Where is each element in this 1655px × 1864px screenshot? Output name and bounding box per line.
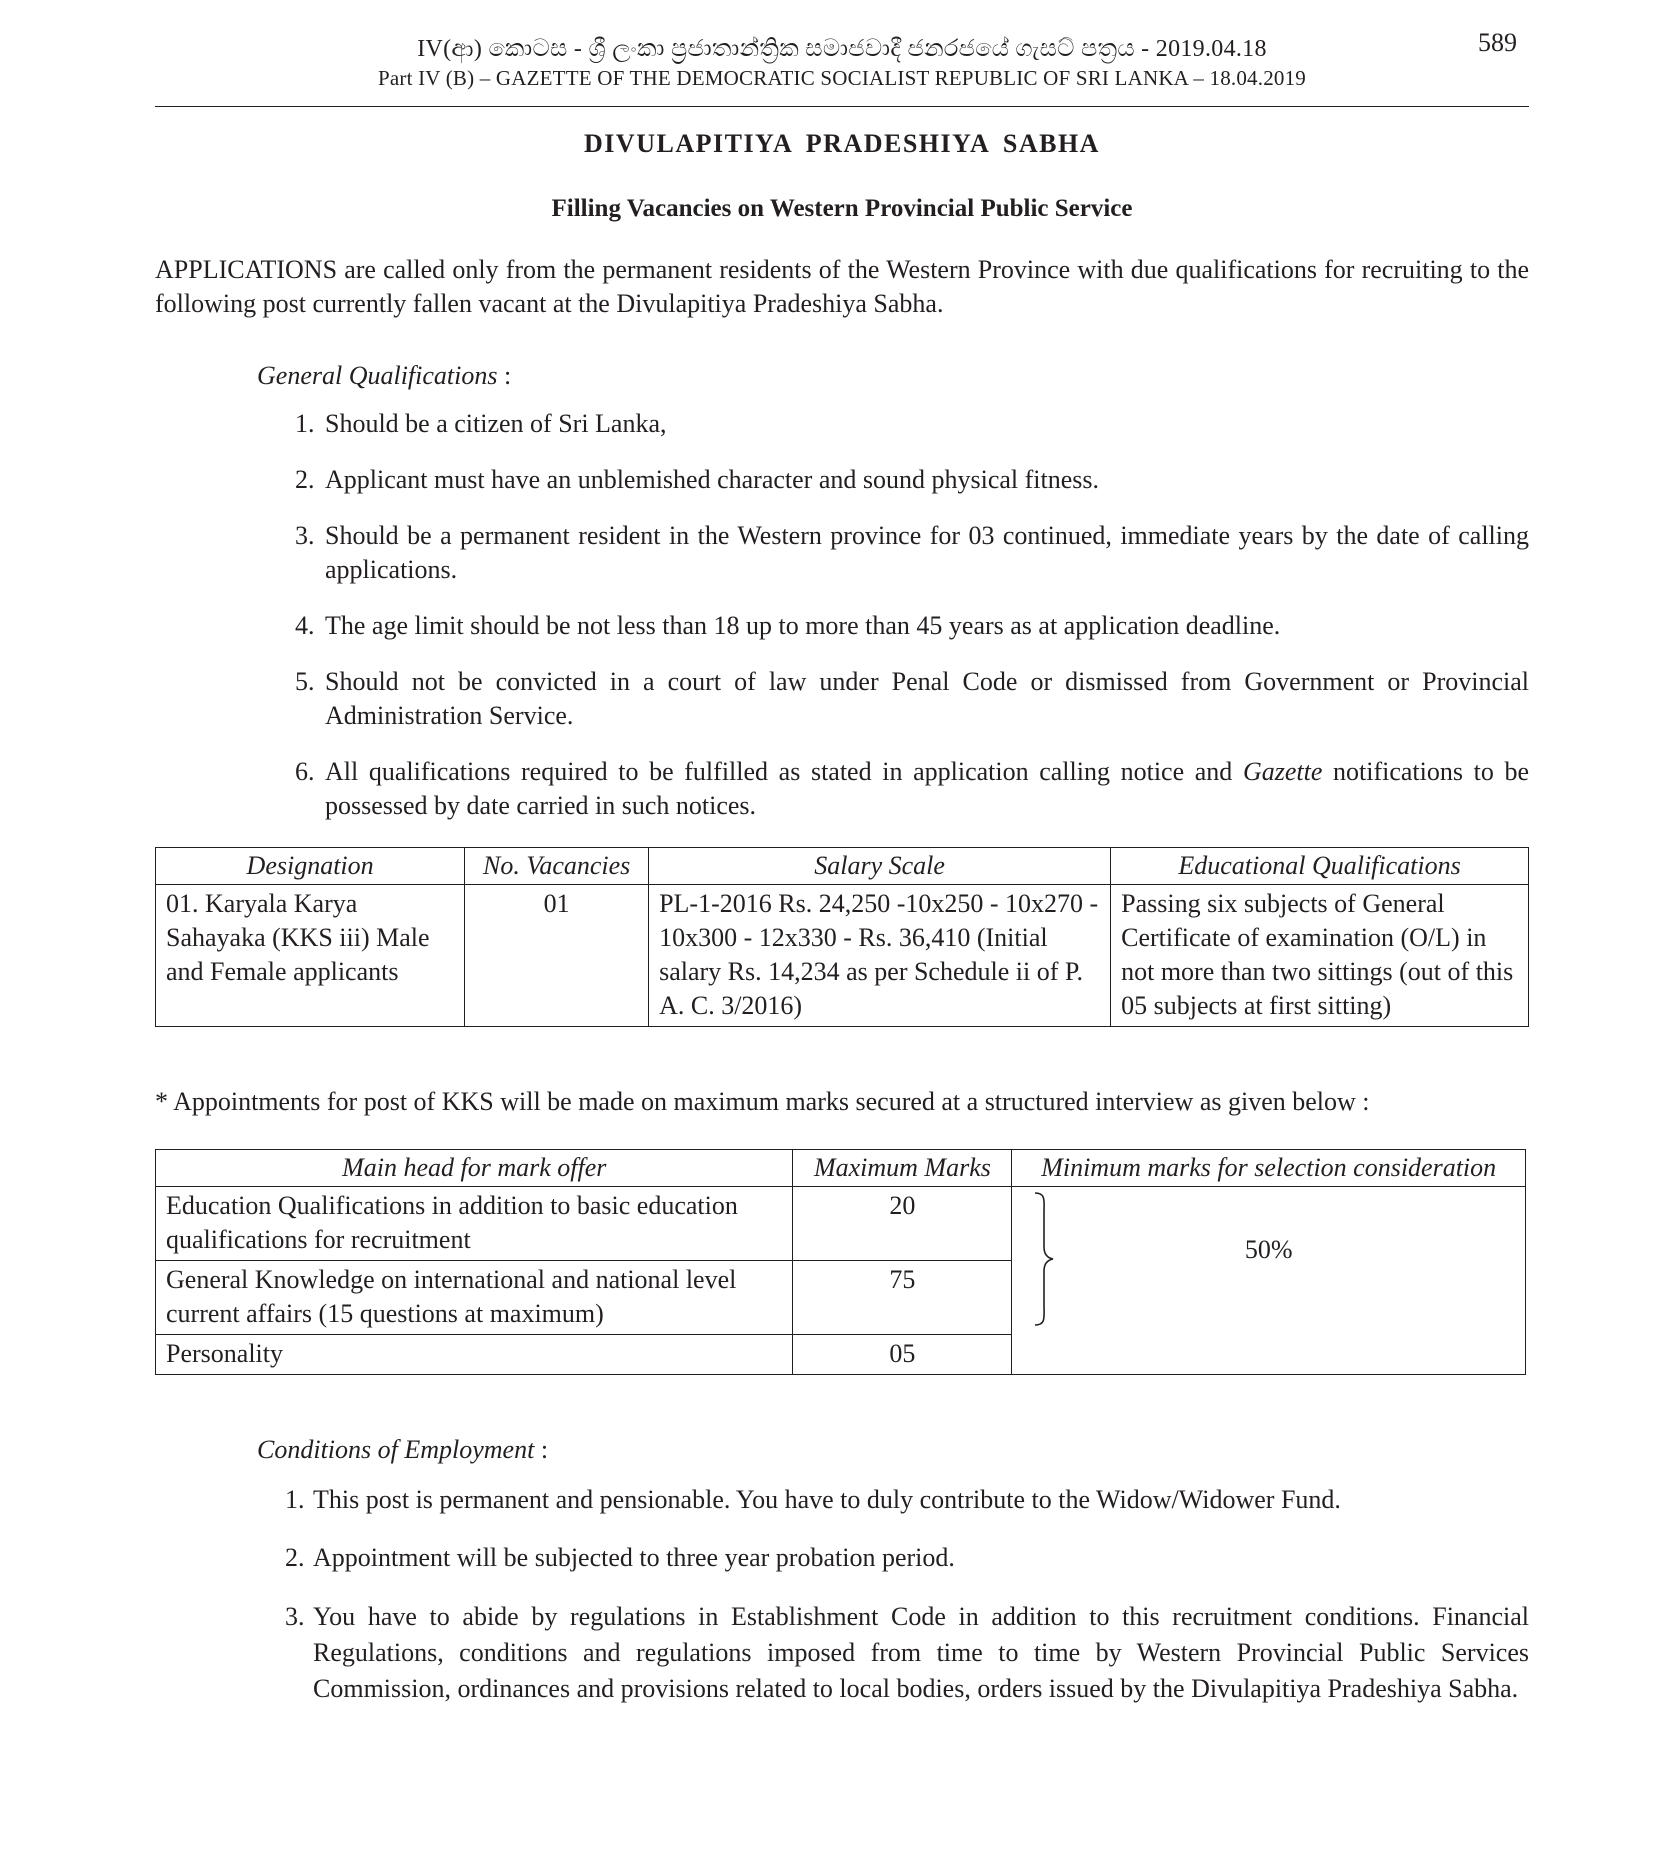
cell-mark-head: General Knowledge on international and national level current affairs (15 questions at maximum) (156, 1261, 793, 1335)
general-qualifications-heading (257, 361, 1529, 391)
list-item-text: You have to abide by regulations in Establishment Code in addition to this recruitment conditions. Financial Regulations, conditions and regulations imposed from time to time by Western Provincial Public Services Commission, ordinances and provisions related to local bodies, orders issued by the Divulapitiya Pradeshiya Sabha. (313, 1602, 1529, 1703)
list-item-number: 2. (285, 1543, 305, 1572)
list-item-number: 1. (285, 1485, 305, 1514)
column-header-salary-scale: Salary Scale (649, 848, 1111, 885)
list-item-number: 6. (295, 757, 315, 786)
list-item-number: 1. (295, 409, 315, 438)
notice-subtitle: Filling Vacancies on Western Provincial Public Service (551, 195, 1133, 222)
list-item-number: 5. (295, 667, 315, 696)
list-item (155, 755, 1529, 823)
cell-vacancies: 01 (465, 885, 649, 1027)
marks-table (155, 1149, 1526, 1375)
table-row (156, 1187, 1526, 1261)
list-item-number: 3. (295, 521, 315, 550)
cell-designation: 01. Karyala Karya Sahayaka (KKS iii) Male and Female applicants (156, 885, 465, 1027)
table-row (156, 885, 1529, 1027)
general-qualifications-list (155, 407, 1529, 823)
gazette-page (155, 28, 1529, 1731)
general-qualifications-label: General Qualifications (257, 361, 498, 390)
list-item-text: Appointment will be subjected to three year probation period. (313, 1543, 955, 1572)
list-item-text-after: notifications to be possessed by date carried in such notices. (325, 757, 1529, 820)
list-item-text: Should not be convicted in a court of law under Penal Code or dismissed from Government or Provincial Administration Service. (325, 667, 1529, 730)
list-item (155, 1599, 1529, 1707)
gazette-header (155, 28, 1529, 107)
page-number: 589 (1478, 28, 1517, 57)
column-header-main-head: Main head for mark offer (156, 1150, 793, 1187)
list-item-text: This post is permanent and pensionable. You have to duly contribute to the Widow/Widower Fund. (313, 1485, 1341, 1514)
list-item-text: Should be a citizen of Sri Lanka, (325, 409, 667, 438)
vacancy-table-header-row (156, 848, 1529, 885)
gazette-italic-word: Gazette (1242, 757, 1323, 786)
interview-note: * Appointments for post of KKS will be made on maximum marks secured at a structured interview as given below : (155, 1087, 1370, 1116)
list-item-text: The age limit should be not less than 18 up to more than 45 years as at application deadline. (325, 611, 1281, 640)
heading-colon: : (534, 1435, 549, 1464)
section-spacer (155, 1375, 1529, 1429)
minimum-marks-value: 50% (1244, 1235, 1293, 1264)
notice-title: DIVULAPITIYA PRADESHIYA SABHA (584, 129, 1100, 158)
list-item (155, 609, 1529, 643)
cell-salary-scale: PL-1-2016 Rs. 24,250 -10x250 - 10x270 - 10x300 - 12x330 - Rs. 36,410 (Initial salary Rs. 14,234 as per Schedule ii of P. A. C. 3/2016) (649, 885, 1111, 1027)
list-item-number: 4. (295, 611, 315, 640)
list-item (155, 463, 1529, 497)
cell-mark-head: Personality (156, 1335, 793, 1375)
column-header-minimum-marks: Minimum marks for selection consideration (1012, 1150, 1526, 1187)
list-item-number: 3. (285, 1602, 305, 1631)
list-item-text: Applicant must have an unblemished character and sound physical fitness. (325, 465, 1100, 494)
list-item (155, 519, 1529, 587)
list-item-text: Should be a permanent resident in the Western province for 03 continued, immediate years by the date of calling applications. (325, 521, 1529, 584)
marks-table-header-row (156, 1150, 1526, 1187)
list-item (155, 1541, 1529, 1575)
list-item (155, 1483, 1529, 1517)
list-item (155, 407, 1529, 441)
conditions-label: Conditions of Employment (257, 1435, 535, 1464)
list-item-number: 2. (295, 465, 315, 494)
cell-minimum-marks (1012, 1187, 1526, 1375)
column-header-designation: Designation (156, 848, 465, 885)
cell-max-marks: 75 (793, 1261, 1012, 1335)
cell-max-marks: 20 (793, 1187, 1012, 1261)
list-item-text-before: All qualifications required to be fulfilled as stated in application calling notice and (325, 757, 1243, 786)
column-header-vacancies: No. Vacancies (465, 848, 649, 885)
header-sinhala-line: IV(ආ) කොටස - ශ්‍රී ලංකා ප්‍රජාතාන්ත්‍රික සමාජවාදී ජනරජයේ ගැසට් පත්‍රය - 2019.04.18 (417, 36, 1267, 62)
column-header-educational-qualifications: Educational Qualifications (1111, 848, 1529, 885)
conditions-heading (257, 1435, 1529, 1465)
curly-brace-icon (1032, 1191, 1056, 1327)
list-item (155, 665, 1529, 733)
header-english-line: Part IV (B) – GAZETTE OF THE DEMOCRATIC SOCIALIST REPUBLIC OF SRI LANKA – 18.04.2019 (378, 66, 1306, 90)
column-header-maximum-marks: Maximum Marks (793, 1150, 1012, 1187)
intro-paragraph: APPLICATIONS are called only from the permanent residents of the Western Province with due qualifications for recruiting to the following post currently fallen vacant at the Divulapitiya Pradeshiya Sabha. (155, 255, 1529, 318)
cell-qualifications: Passing six subjects of General Certificate of examination (O/L) in not more than two sittings (out of this 05 subjects at first sitting) (1111, 885, 1529, 1027)
vacancy-table (155, 847, 1529, 1027)
heading-colon: : (497, 361, 512, 390)
cell-mark-head: Education Qualifications in addition to basic education qualifications for recruitment (156, 1187, 793, 1261)
cell-max-marks: 05 (793, 1335, 1012, 1375)
conditions-list (155, 1483, 1529, 1707)
